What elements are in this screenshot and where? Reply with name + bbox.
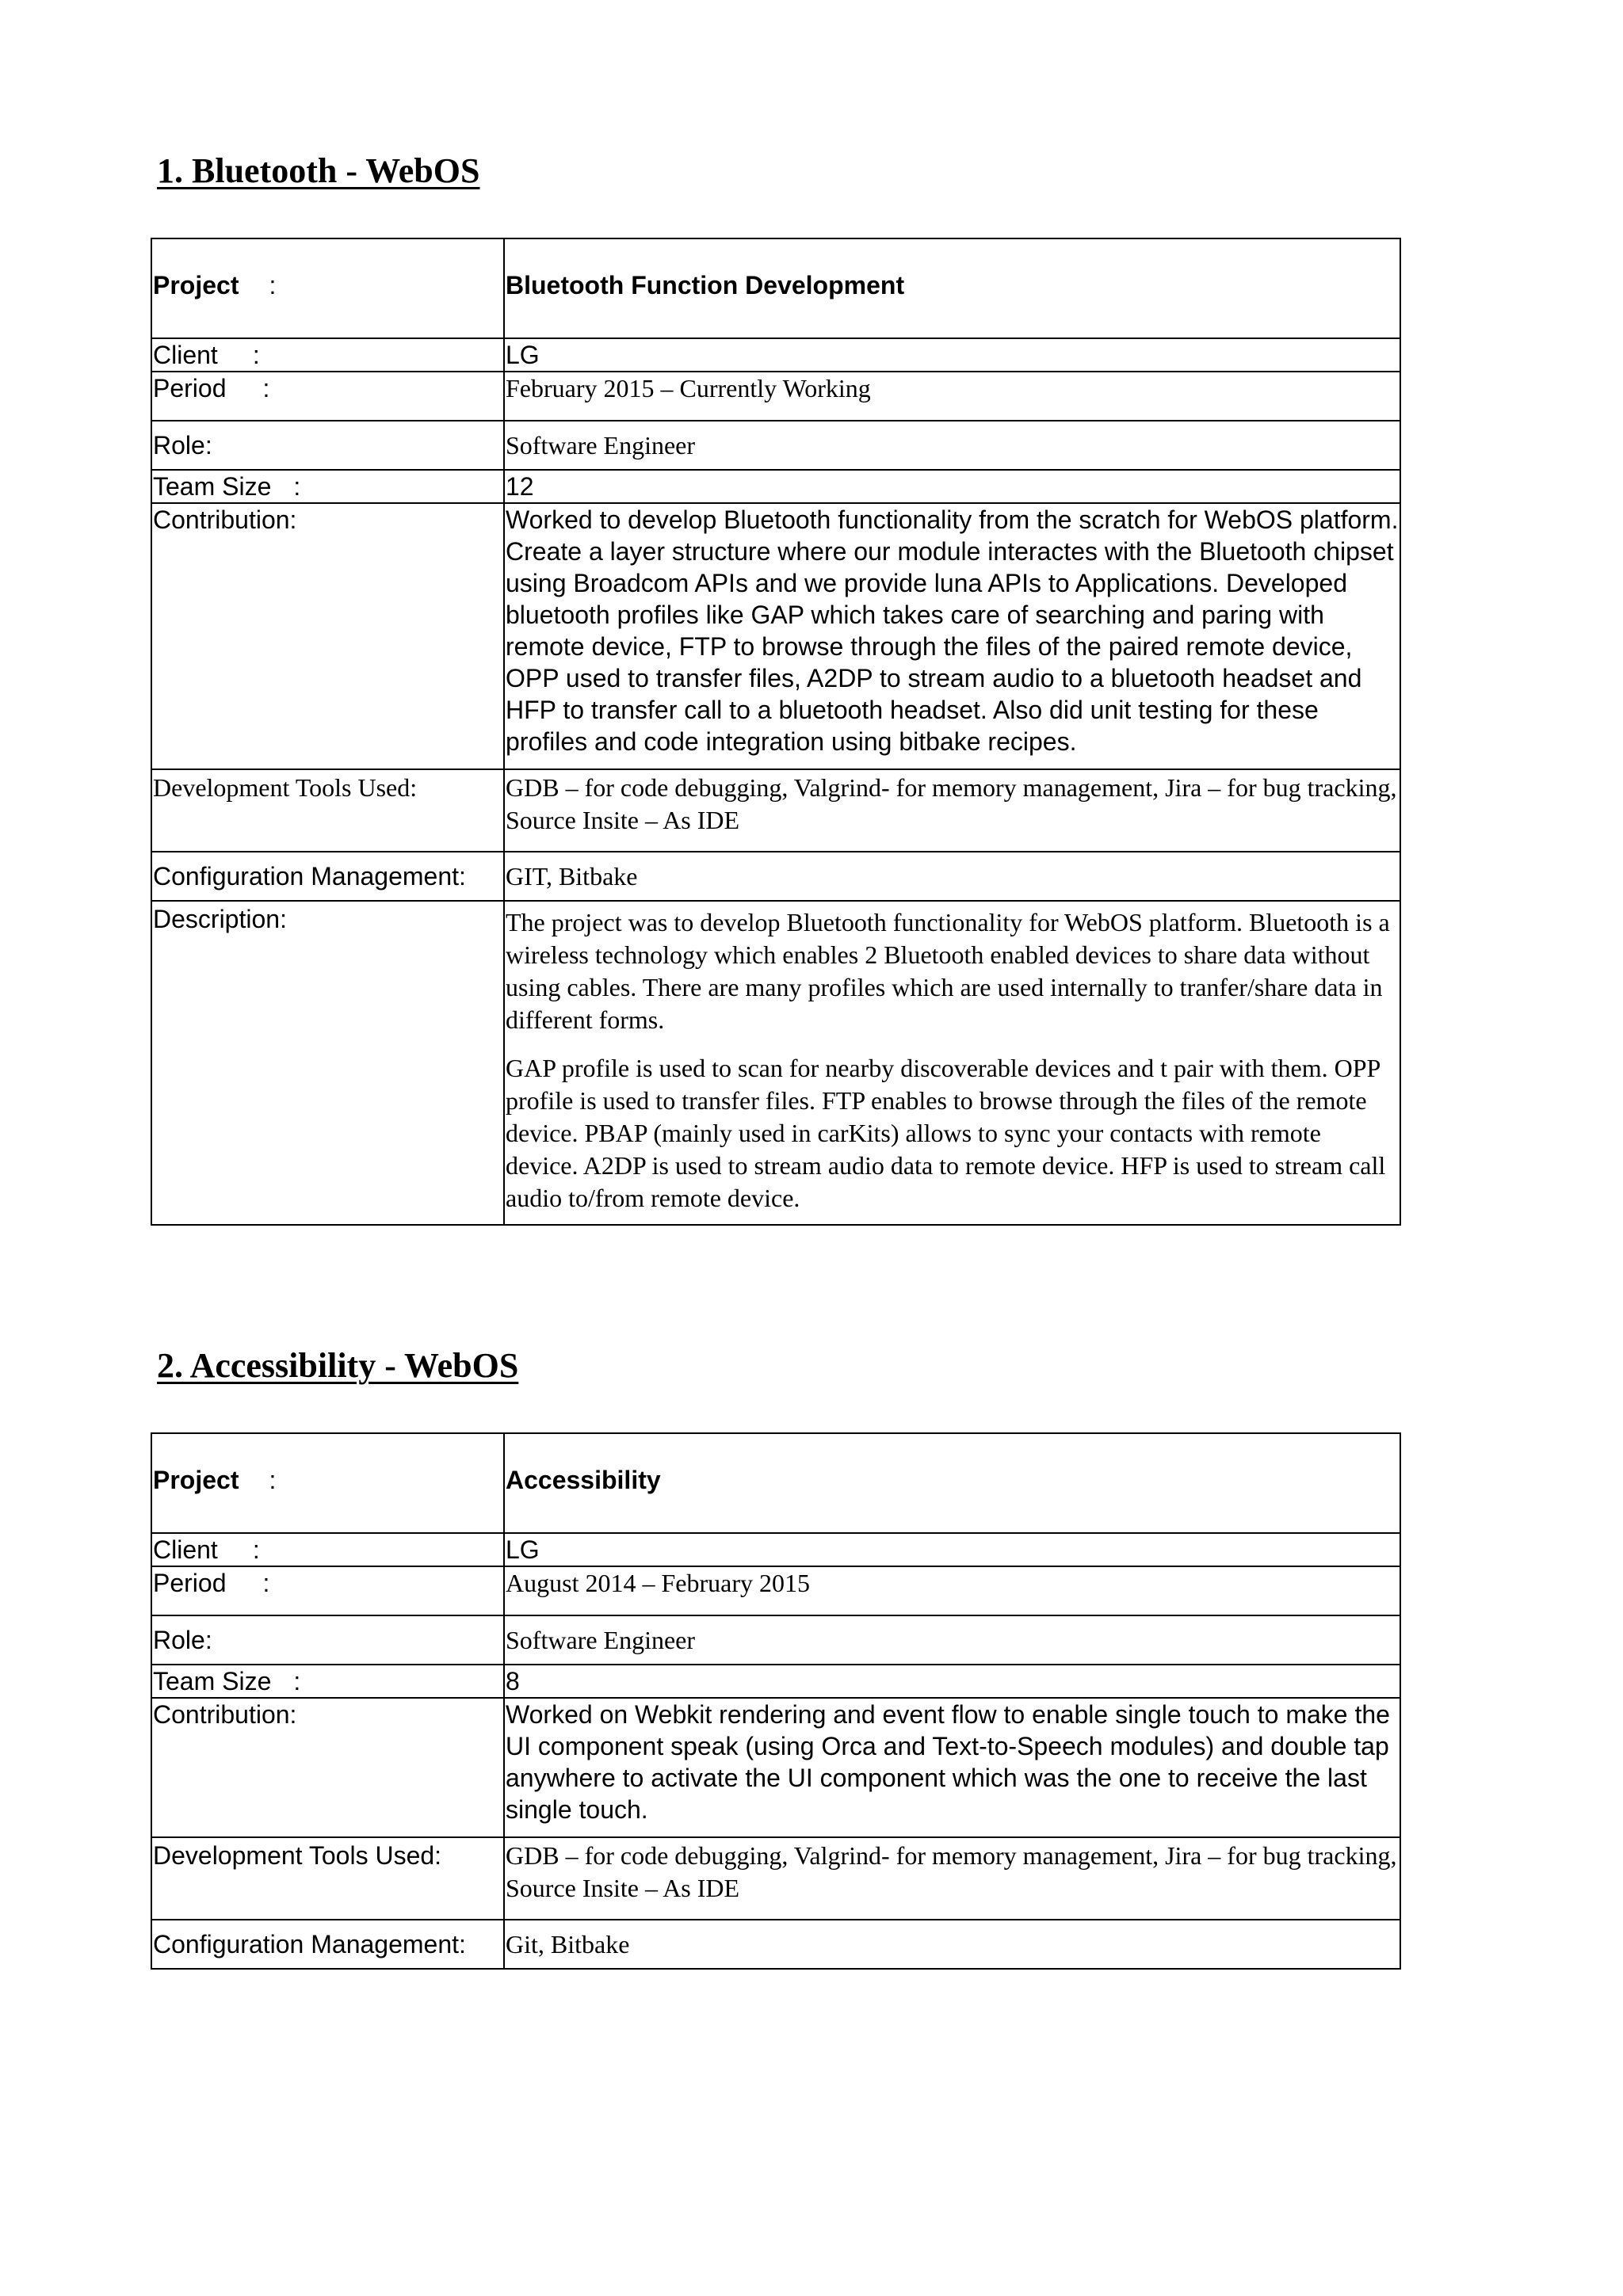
contribution-label: Contribution: [151,503,504,769]
config-label: Configuration Management: [151,1920,504,1969]
project-details-table [151,1432,1401,1970]
project-label: Project [153,1466,239,1494]
table-row-config [151,852,1400,901]
table-row-period [151,1566,1400,1615]
role-value: Software Engineer [504,1615,1400,1665]
contribution-text: Worked on Webkit rendering and event flow to enable single touch to make the UI component speak (using Orca and Text-to-Speech modules) and double tap anywhere to activate the UI component which was the one to receive the last single touch. [504,1698,1400,1837]
table-row-client [151,1533,1400,1566]
colon-separator: : [293,472,301,501]
tools-label: Development Tools Used: [151,1837,504,1920]
description-paragraph: The project was to develop Bluetooth functionality for WebOS platform. Bluetooth is a wireless technology which enables 2 Bluetooth enabled devices to share data without using cables. There are many profiles which are used internally to tranfer/share data in different forms. [506,908,1390,1034]
label-cell [151,238,504,338]
client-value: LG [504,1533,1400,1566]
colon-separator: : [252,1535,260,1564]
project-section-accessibility [151,1345,1400,1970]
project-name: Bluetooth Function Development [506,271,905,299]
table-row-description [151,901,1400,1225]
period-label: Period [153,374,227,402]
description-paragraph: GAP profile is used to scan for nearby discoverable devices and t pair with them. OPP profile is used to transfer files. FTP enables to browse through the files of the remote device. PBAP (mainly used in carKits) allows to sync your contacts with remote device. A2DP is used to stream audio data to remote device. HFP is used to stream call audio to/from remote device. [506,1054,1386,1212]
period-value: August 2014 – February 2015 [504,1566,1400,1615]
table-row-role [151,1615,1400,1665]
team-size-value: 8 [504,1665,1400,1698]
label-cell [151,1665,504,1698]
label-cell [151,1433,504,1533]
section-heading: 1. Bluetooth - WebOS [157,151,480,190]
colon-separator: : [262,374,270,402]
table-row-project [151,1433,1400,1533]
client-value: LG [504,338,1400,372]
tools-value: GDB – for code debugging, Valgrind- for memory management, Jira – for bug tracking, Source Insite – As IDE [504,769,1400,852]
label-cell [151,372,504,421]
team-size-value: 12 [504,470,1400,503]
role-label: Role: [151,1615,504,1665]
label-cell [151,470,504,503]
project-details-table [151,238,1401,1226]
client-label: Client [153,1535,218,1564]
config-value: Git, Bitbake [504,1920,1400,1969]
table-row-project [151,238,1400,338]
config-label: Configuration Management: [151,852,504,901]
value-cell [504,1433,1400,1533]
value-cell [504,238,1400,338]
role-value: Software Engineer [504,421,1400,470]
period-value: February 2015 – Currently Working [504,372,1400,421]
colon-separator: : [252,341,260,369]
table-row-role [151,421,1400,470]
team-size-label: Team Size [153,472,272,501]
colon-separator: : [269,271,277,299]
description-cell [504,901,1400,1225]
project-label: Project [153,271,239,299]
project-name: Accessibility [506,1466,661,1494]
table-row-contribution [151,503,1400,769]
contribution-text: Worked to develop Bluetooth functionality from the scratch for WebOS platform. Create a layer structure where our module interactes with the Bluetooth chipset using Broadcom APIs and we provide luna APIs to Applications. Developed bluetooth profiles like GAP which takes care of searching and paring with remote device, FTP to browse through the files of the paired remote device, OPP used to transfer files, A2DP to stream audio to a bluetooth headset and HFP to transfer call to a bluetooth headset. Also did unit testing for these profiles and code integration using bitbake recipes. [504,503,1400,769]
table-row-period [151,372,1400,421]
description-label: Description: [151,901,504,1225]
colon-separator: : [293,1667,301,1695]
section-heading: 2. Accessibility - WebOS [157,1346,519,1385]
tools-value: GDB – for code debugging, Valgrind- for memory management, Jira – for bug tracking, Source Insite – As IDE [504,1837,1400,1920]
table-row-team-size [151,470,1400,503]
config-value: GIT, Bitbake [504,852,1400,901]
contribution-label: Contribution: [151,1698,504,1837]
table-row-client [151,338,1400,372]
period-label: Period [153,1569,227,1597]
colon-separator: : [269,1466,277,1494]
client-label: Client [153,341,218,369]
colon-separator: : [262,1569,270,1597]
label-cell [151,1533,504,1566]
role-label: Role: [151,421,504,470]
table-row-contribution [151,1698,1400,1837]
project-section-bluetooth [151,151,1400,1226]
label-cell [151,338,504,372]
table-row-tools [151,1837,1400,1920]
tools-label: Development Tools Used: [151,769,504,852]
team-size-label: Team Size [153,1667,272,1695]
table-row-team-size [151,1665,1400,1698]
table-row-config [151,1920,1400,1969]
table-row-tools [151,769,1400,852]
label-cell [151,1566,504,1615]
